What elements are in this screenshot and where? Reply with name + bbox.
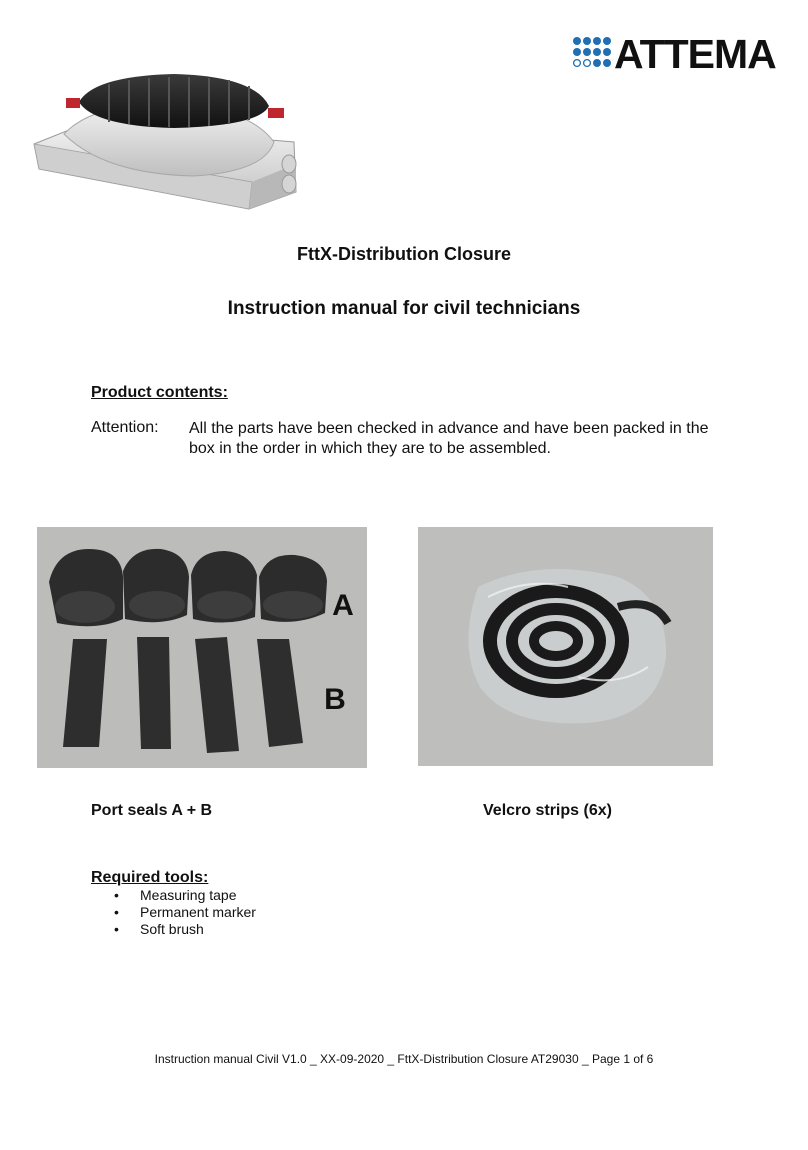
list-item: [114, 887, 256, 904]
velcro-caption: Velcro strips (6x): [483, 802, 612, 819]
required-tools-list: [114, 887, 256, 938]
list-item: [114, 904, 256, 921]
velcro-strips-image: [418, 527, 713, 766]
bullet-icon: •: [114, 887, 119, 903]
seal-label-a: A: [332, 589, 354, 622]
velcro-strips-photo: [418, 527, 713, 766]
logo-dots-icon: [572, 36, 612, 72]
bullet-icon: •: [114, 921, 119, 937]
port-seals-photo: [37, 527, 367, 768]
product-contents-heading: Product contents:: [91, 384, 228, 401]
seals-caption: Port seals A + B: [91, 802, 213, 819]
list-item: [114, 921, 256, 938]
document-subtitle: Instruction manual for civil technicians: [227, 298, 581, 319]
required-tools-heading: Required tools:: [91, 869, 209, 886]
seal-label-b: B: [324, 683, 346, 716]
closure-product-image: [24, 64, 314, 214]
logo-wordmark: ATTEMA: [614, 31, 776, 77]
attema-logo: [572, 31, 808, 77]
page-footer: Instruction manual Civil V1.0 _ XX-09-2020 _ FttX-Distribution Closure AT29030 _ Page 1 of 6: [154, 1052, 654, 1066]
port-seals-image: [37, 527, 367, 768]
bullet-icon: •: [114, 904, 119, 920]
tool-permanent-marker: Permanent marker: [140, 904, 256, 920]
tool-soft-brush: Soft brush: [140, 921, 204, 937]
document-title: FttX-Distribution Closure: [297, 244, 511, 264]
attention-label: Attention:: [91, 419, 159, 436]
attention-text: All the parts have been checked in advance and have been packed in the box in the order in which they are to be assembled.: [189, 420, 709, 457]
tool-measuring-tape: Measuring tape: [140, 887, 237, 903]
